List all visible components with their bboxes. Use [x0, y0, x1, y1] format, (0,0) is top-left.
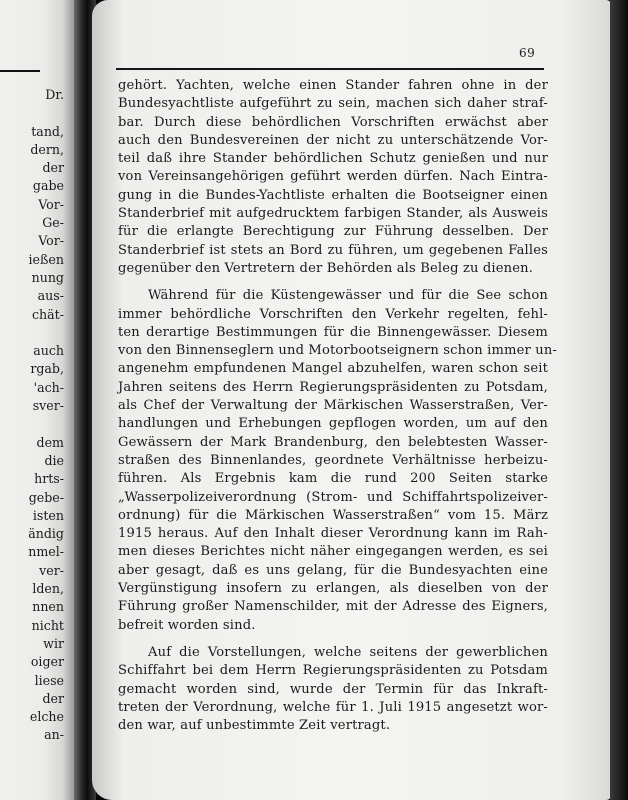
text-line: ten derartige Bestimmungen für die Binnengewässer. Diesem — [118, 324, 548, 340]
left-text-line: Dr. — [45, 87, 64, 102]
left-text-line: an- — [44, 727, 64, 743]
left-text-line: tand, — [31, 123, 64, 139]
left-text-line: die — [44, 452, 64, 468]
text-line: teil daß ihre Stander behördlichen Schutz genießen und nur — [118, 151, 548, 167]
text-line: Schiffahrt bei dem Herrn Regierungspräsidenten zu Potsdam — [118, 663, 548, 679]
page-number: 69 — [519, 46, 536, 60]
text-line: aber gesagt, daß es uns gelang, für die Bundesyachten eine — [118, 562, 548, 578]
left-text-line: ver- — [39, 562, 64, 578]
text-line: gemacht worden sind, wurde der Termin für das Inkraft- — [118, 681, 548, 697]
text-line: auch den Bundesvereinen der nicht zu unterschätzende Vor- — [118, 132, 548, 148]
text-line: „Wasserpolizeiverordnung (Strom- und Schiffahrtspolizeiver- — [118, 489, 548, 505]
text-line: gehört. Yachten, welche einen Stander fahren ohne in der — [118, 78, 548, 93]
left-text-line: Vor- — [38, 196, 64, 212]
text-line: immer behördliche Vorschriften den Verkehr regelten, fehl- — [118, 306, 548, 322]
paragraph — [118, 287, 557, 635]
text-line: den war, auf unbestimmte Zeit vertragt. — [118, 718, 391, 734]
text-line: Vergünstigung insofern zu erlangen, als dieselben von der — [118, 581, 548, 597]
left-text-line: Ge- — [42, 215, 64, 231]
left-text-line: elche — [29, 709, 64, 725]
left-text-line: ändig — [28, 526, 64, 542]
text-line: treten der Verordnung, welche für 1. Juli 1915 angesetzt wor- — [118, 699, 548, 715]
paragraph — [118, 77, 548, 278]
left-text-line: aus- — [37, 288, 64, 304]
text-line: führen. Als Ergebnis kam die rund 200 Seiten starke — [118, 471, 548, 487]
left-text-line: gebe- — [28, 489, 64, 505]
text-line: für die erlangte Berechtigung zur Führung desselben. Der — [118, 224, 548, 240]
paragraph — [118, 644, 548, 735]
right-page — [92, 0, 612, 800]
left-text-line: nnen — [32, 599, 64, 615]
page-body — [118, 77, 557, 735]
left-text-line: oiger — [30, 654, 64, 670]
text-line: 1915 heraus. Auf den Inhalt dieser Verordnung kann im Rah- — [118, 526, 548, 542]
left-text-line: 'ach- — [33, 379, 64, 395]
left-text-line: lden, — [32, 581, 64, 597]
left-text-line: der — [42, 690, 64, 706]
left-text-line: nmel- — [28, 544, 64, 560]
text-line: befreit worden sind. — [118, 617, 256, 633]
left-text-line: ießen — [28, 251, 64, 267]
left-page — [0, 0, 74, 800]
text-line: Führung großer Namenschilder, mit der Adresse des Eigners, — [118, 599, 548, 615]
left-text-line: auch — [33, 343, 64, 359]
left-text-line: liese — [34, 672, 64, 688]
text-line: men dieses Berichtes nicht näher eingegangen werden, es sei — [118, 544, 548, 560]
text-line: bar. Durch diese behördlichen Vorschriften erwächst aber — [118, 114, 548, 130]
text-line: handlungen und Erhebungen gepflogen worden, um auf den — [118, 416, 548, 432]
left-text-line: dern, — [30, 141, 64, 157]
text-line: Jahren seitens des Herrn Regierungspräsidenten zu Potsdam, — [118, 379, 548, 395]
text-line: angenehm empfundenen Mangel abzuhelfen, waren schon seit — [118, 361, 548, 377]
text-line: gung in die Bundes-Yachtliste erhalten die Bootseigner einen — [118, 187, 548, 203]
left-text-line: hrts- — [34, 471, 64, 487]
left-text-line: dem — [36, 434, 64, 450]
text-line: Gewässern der Mark Brandenburg, den belebtesten Wasser- — [118, 434, 548, 450]
left-text-line — [28, 324, 64, 342]
text-line: Während für die Küstengewässer und für die See schon — [148, 288, 548, 304]
text-line: ordnung) für die Märkischen Wasserstraßen“ vom 15. März — [118, 507, 548, 523]
text-line: Standerbrief ist stets an Bord zu führen, um gegebenen Falles — [118, 242, 548, 258]
left-text-line: chät- — [32, 306, 64, 322]
text-line: Auf die Vorstellungen, welche seitens der gewerblichen — [148, 644, 548, 660]
text-line: straßen des Binnenlandes, geordnete Verhältnisse herbeizu- — [118, 452, 548, 468]
page-edge-shadow — [610, 0, 628, 800]
left-text-line: sver- — [32, 398, 64, 414]
left-text-line: nung — [31, 269, 64, 285]
text-line: Standerbrief mit aufgedrucktem farbigen Stander, als Ausweis — [118, 206, 548, 222]
text-line: von den Binnenseglern und Motorbootseignern schon immer un- — [118, 343, 557, 359]
left-text-line: der — [42, 160, 64, 176]
left-text-line: rgab, — [30, 361, 64, 377]
left-text-line — [28, 415, 64, 433]
left-text-line — [28, 104, 64, 122]
text-line: von Vereinsangehörigen geführt werden dürfen. Nach Eintra- — [118, 169, 548, 185]
left-text-line: Vor- — [38, 233, 64, 249]
text-line: Bundesyachtliste aufgeführt zu sein, machen sich daher straf- — [118, 96, 548, 112]
left-text-line: nicht — [31, 617, 64, 633]
left-text-line: isten — [32, 507, 64, 523]
left-page-text — [28, 86, 64, 745]
left-text-line: gabe — [32, 178, 64, 194]
header-rule — [116, 68, 544, 70]
left-header-rule — [0, 70, 40, 72]
text-line: als Chef der Verwaltung der Märkischen Wasserstraßen, Ver- — [118, 398, 548, 414]
left-text-line: wir — [43, 635, 64, 651]
text-line: gegenüber den Vertretern der Behörden als Beleg zu dienen. — [118, 260, 534, 276]
